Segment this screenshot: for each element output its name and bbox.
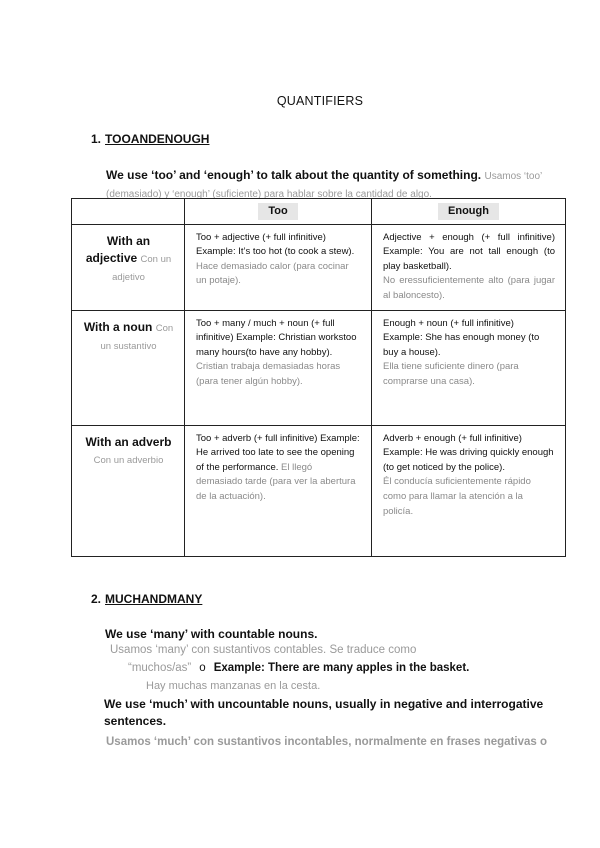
- many-example-translation: Hay muchas manzanas en la cesta.: [146, 680, 321, 692]
- section-1-title: TOOANDENOUGH: [105, 132, 210, 146]
- page-title: QUANTIFIERS: [276, 94, 364, 108]
- enough-cell: Adjective + enough (+ full infinitive) Example: You are not tall enough (to play basketball). No eressuficientemente alto (para jugar al baloncesto).: [372, 224, 566, 310]
- section-1-number: 1.: [91, 132, 102, 146]
- row-label: With an adjective Con un adjetivo: [72, 224, 185, 310]
- table-row: [72, 224, 566, 310]
- too-enough-table: [71, 198, 566, 557]
- many-rule: We use ‘many’ with countable nouns.: [105, 627, 318, 641]
- table-row: [72, 310, 566, 425]
- row-label: With a noun Con un sustantivo: [72, 310, 185, 425]
- many-example-line: [128, 660, 469, 677]
- row-label: With an adverb Con un adverbio: [72, 425, 185, 556]
- muchos-quote: “muchos/as”: [128, 662, 192, 674]
- header-enough: Enough: [372, 199, 566, 225]
- section-2-number: 2.: [91, 592, 102, 606]
- bullet-marker: o: [199, 662, 206, 674]
- intro-text: We use ‘too’ and ‘enough’ to talk about the quantity of something.: [106, 168, 482, 182]
- too-cell: Too + adverb (+ full infinitive) Example: He arrived too late to see the opening of the performance. El llegó demasiado tarde (para ver la abertura de la actuación).: [185, 425, 372, 556]
- header-empty: [72, 199, 185, 225]
- too-cell: Too + many / much + noun (+ full infinitive) Example: Christian workstoo many hours(to have any hobby). Cristian trabaja demasiadas horas (para tener algún hobby).: [185, 310, 372, 425]
- intro-translation: Usamos ‘too’ (demasiado) y ‘enough’ (suficiente) para hablar sobre la cantidad de algo.: [106, 171, 542, 200]
- much-rule: We use ‘much’ with uncountable nouns, usually in negative and interrogative sentences.: [104, 697, 544, 728]
- enough-cell: Adverb + enough (+ full infinitive) Example: He was driving quickly enough (to get noticed by the police). Él conducía suficientemente rápido como para llamar la atención a la policía.: [372, 425, 566, 556]
- many-example: Example: There are many apples in the basket.: [213, 662, 470, 674]
- many-translation: Usamos ‘many’ con sustantivos contables. Se traduce como: [110, 644, 417, 656]
- header-too: Too: [185, 199, 372, 225]
- section-2-heading: [91, 592, 202, 606]
- table-header-row: [72, 199, 566, 225]
- too-cell: Too + adjective (+ full infinitive) Example: It’s too hot (to cook a stew). Hace demasiado calor (para cocinar un potaje).: [185, 224, 372, 310]
- enough-cell: Enough + noun (+ full infinitive) Example: She has enough money (to buy a house). Ella tiene suficiente dinero (para comprarse una casa).: [372, 310, 566, 425]
- section-1-heading: [91, 132, 209, 146]
- section-2-title: MUCHANDMANY: [105, 592, 203, 606]
- much-translation: Usamos ‘much’ con sustantivos incontables, normalmente en frases negativas o: [106, 736, 547, 748]
- table-row: [72, 425, 566, 556]
